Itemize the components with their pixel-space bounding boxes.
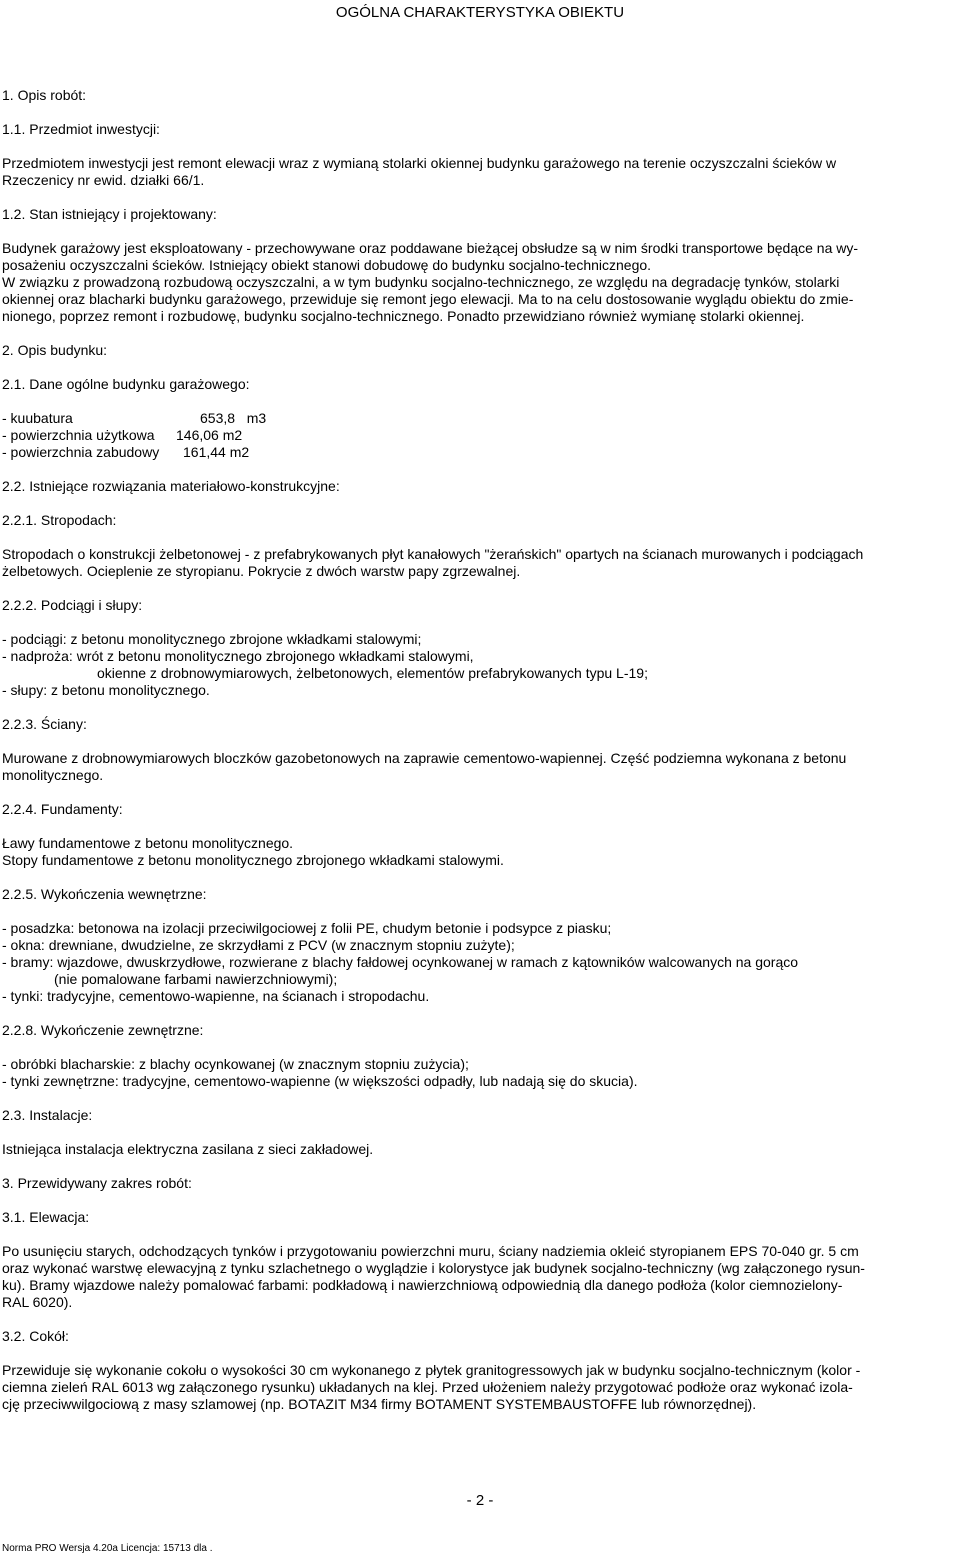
paragraph-2-2-3 xyxy=(2,750,957,784)
text-line: okienne z drobnowymiarowych, żelbetonowych, elementów prefabrykowanych typu L-19; xyxy=(97,665,648,681)
text-line: monolitycznego. xyxy=(2,767,104,783)
text-line: - obróbki blacharskie: z blachy ocynkowanej (w znacznym stopniu zużycia); xyxy=(2,1056,469,1072)
heading-2-2-2: 2.2.2. Podciągi i słupy: xyxy=(2,597,143,613)
data-label: - powierzchnia zabudowy xyxy=(2,444,160,460)
data-value: 146,06 m2 xyxy=(176,427,243,443)
heading-2-2-4: 2.2.4. Fundamenty: xyxy=(2,801,123,817)
text-line: W związku z prowadzoną rozbudową oczyszczalni, a w tym budynku socjalno-technicznego, ze względu na degradację tynków, stolarki xyxy=(2,274,840,290)
text-line: oraz wykonać warstwę elewacyjną z tynku szlachetnego o wyglądzie i kolorystyce jak budynek socjalno-techniczny (wg załączonego rysun- xyxy=(2,1260,865,1276)
text-line: - posadzka: betonowa na izolacji przeciwilgociowej z folii PE, chudym betonie i podsypce z piasku; xyxy=(2,920,612,936)
text-line: Ławy fundamentowe z betonu monolitycznego. xyxy=(2,835,294,851)
text-line: nionego, poprzez remont i rozbudowę, budynku socjalno-technicznego. Ponadto przewidziano również wymianę stolarki okiennej. xyxy=(2,308,805,324)
heading-2-2-5: 2.2.5. Wykończenia wewnętrzne: xyxy=(2,886,207,902)
text-line: Rzeczenicy nr ewid. działki 66/1. xyxy=(2,172,205,188)
text-line: Przewiduje się wykonanie cokołu o wysokości 30 cm wykonanego z płytek granitogressowych jak w budynku socjalno-technicznym (kolor - xyxy=(2,1362,861,1378)
data-row xyxy=(2,410,957,427)
paragraph-3-1 xyxy=(2,1243,957,1311)
text-line: - podciągi: z betonu monolitycznego zbrojone wkładkami stalowymi; xyxy=(2,631,422,647)
page-header-title: OGÓLNA CHARAKTERYSTYKA OBIEKTU xyxy=(335,4,625,21)
heading-1: 1. Opis robót: xyxy=(2,87,87,103)
text-line: Stropodach o konstrukcji żelbetonowej - z prefabrykowanych płyt kanałowych "żerańskich" opartych na ścianach murowanych i podciągach xyxy=(2,546,864,562)
data-label: - powierzchnia użytkowa xyxy=(2,427,155,443)
heading-3-1: 3.1. Elewacja: xyxy=(2,1209,90,1225)
heading-1-1: 1.1. Przedmiot inwestycji: xyxy=(2,121,160,137)
heading-2-2: 2.2. Istniejące rozwiązania materiałowo-konstrukcyjne: xyxy=(2,478,340,494)
paragraph-1-2 xyxy=(2,240,957,325)
data-label: - kuubatura xyxy=(2,410,73,426)
text-line: - okna: drewniane, dwudzielne, ze skrzydłami z PCV (w znacznym stopniu zużyte); xyxy=(2,937,515,953)
text-line: - tynki zewnętrzne: tradycyjne, cementowo-wapienne (w większości odpadły, lub nadają się do skucia). xyxy=(2,1073,638,1089)
paragraph-2-3 xyxy=(2,1141,957,1158)
heading-2-3: 2.3. Instalacje: xyxy=(2,1107,93,1123)
paragraph-1-1 xyxy=(2,155,957,189)
data-row xyxy=(2,444,957,461)
data-value: 653,8 m3 xyxy=(200,410,267,426)
text-line: cję przeciwwilgociową z masy szlamowej (np. BOTAZIT M34 firmy BOTAMENT SYSTEMBAUSTOFFE lub równorzędnej). xyxy=(2,1396,757,1412)
text-line: ciemna zieleń RAL 6013 wg załączonego rysunku) układanych na klej. Przed ułożeniem należy przygotować podłoże oraz wykonać izola- xyxy=(2,1379,853,1395)
page-number: - 2 - xyxy=(466,1492,494,1509)
data-value: 161,44 m2 xyxy=(183,444,250,460)
text-line: - nadproża: wrót z betonu monolitycznego zbrojonego wkładkami stalowymi, xyxy=(2,648,474,664)
text-line: - bramy: wjazdowe, dwuskrzydłowe, rozwierane z blachy fałdowej ocynkowanej w ramach z kątowników walcowanych na gorąco xyxy=(2,954,799,970)
building-data-list xyxy=(2,410,957,461)
heading-3-2: 3.2. Cokół: xyxy=(2,1328,69,1344)
text-line: posażeniu oczyszczalni ścieków. Istniejący obiekt stanowi dobudowę do budynku socjalno-technicznego. xyxy=(2,257,652,273)
text-line: Istniejąca instalacja elektryczna zasilana z sieci zakładowej. xyxy=(2,1141,374,1157)
heading-2: 2. Opis budynku: xyxy=(2,342,108,358)
paragraph-2-2-5 xyxy=(2,920,957,1005)
text-line: (nie pomalowane farbami nawierzchniowymi); xyxy=(54,971,338,987)
heading-1-2: 1.2. Stan istniejący i projektowany: xyxy=(2,206,217,222)
text-line: Murowane z drobnowymiarowych bloczków gazobetonowych na zaprawie cementowo-wapiennej. Część podziemna wykonana z betonu xyxy=(2,750,847,766)
text-line: Stopy fundamentowe z betonu monolitycznego zbrojonego wkładkami stalowymi. xyxy=(2,852,504,868)
paragraph-2-2-8 xyxy=(2,1056,957,1090)
text-line: ku). Bramy wjazdowe należy pomalować farbami: podkładową i nawierzchniową odpowiednią dla danego podłoża (kolor ciemnozielony- xyxy=(2,1277,843,1293)
data-row xyxy=(2,427,957,444)
paragraph-2-2-2 xyxy=(2,631,957,699)
text-line: Po usunięciu starych, odchodzących tynków i przygotowaniu powierzchni muru, ściany nadziemia okleić styropianem EPS 70-040 gr. 5 cm xyxy=(2,1243,859,1259)
paragraph-3-2 xyxy=(2,1362,957,1413)
heading-2-2-1: 2.2.1. Stropodach: xyxy=(2,512,117,528)
document-body xyxy=(2,87,957,1413)
text-line: RAL 6020). xyxy=(2,1294,73,1310)
text-line: okiennej oraz blacharki budynku garażowego, przewiduje się remont jego elewacji. Ma to na celu dostosowanie wyglądu obiektu do zmie- xyxy=(2,291,854,307)
text-line: Przedmiotem inwestycji jest remont elewacji wraz z wymianą stolarki okiennej budynku garażowego na terenie oczyszczalni ścieków w xyxy=(2,155,837,171)
paragraph-2-2-1 xyxy=(2,546,957,580)
text-line: - słupy: z betonu monolitycznego. xyxy=(2,682,210,698)
heading-2-1: 2.1. Dane ogólne budynku garażowego: xyxy=(2,376,250,392)
text-line: żelbetowych. Ocieplenie ze styropianu. Pokrycie z dwóch warstw papy zgrzewalnej. xyxy=(2,563,521,579)
heading-2-2-3: 2.2.3. Ściany: xyxy=(2,716,87,732)
text-line: Budynek garażowy jest eksploatowany - przechowywane oraz poddawane bieżącej obsłudze są w nim środki transportowe będące na wy- xyxy=(2,240,859,256)
heading-3: 3. Przewidywany zakres robót: xyxy=(2,1175,192,1191)
paragraph-2-2-4 xyxy=(2,835,957,869)
heading-2-2-8: 2.2.8. Wykończenie zewnętrzne: xyxy=(2,1022,204,1038)
page-footer: Norma PRO Wersja 4.20a Licencja: 15713 dla . xyxy=(2,1543,213,1554)
text-line: - tynki: tradycyjne, cementowo-wapienne, na ścianach i stropodachu. xyxy=(2,988,430,1004)
